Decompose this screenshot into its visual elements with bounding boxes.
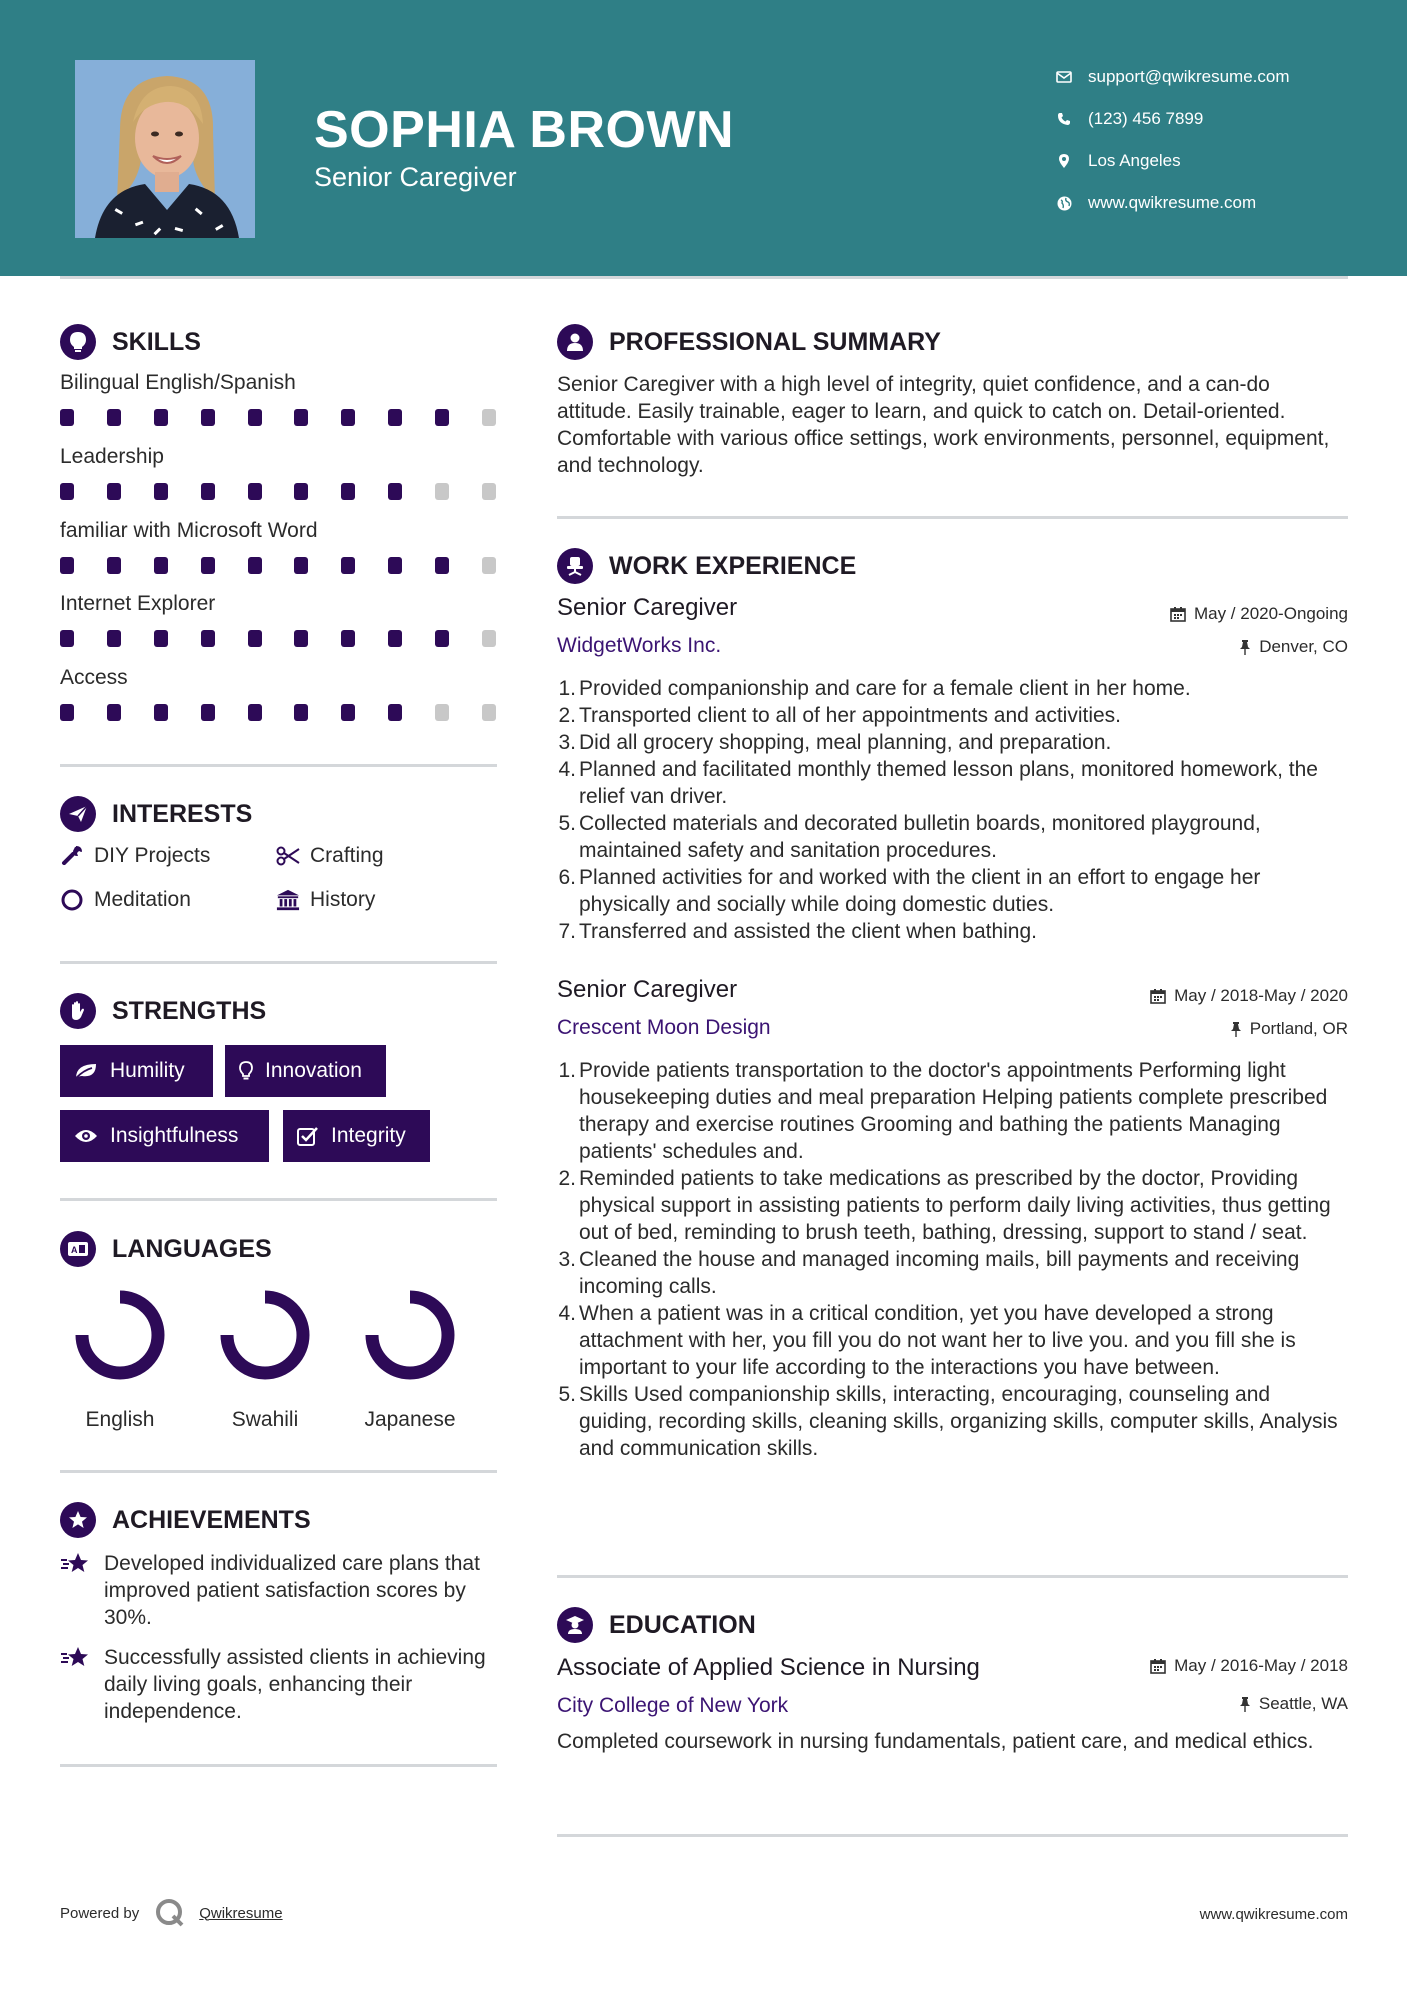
rating-dot-filled xyxy=(388,409,402,426)
rating-dot-filled xyxy=(201,483,215,500)
strength-label: Insightfulness xyxy=(110,1124,239,1147)
candidate-name: SOPHIA BROWN xyxy=(314,101,735,159)
contact-location xyxy=(1050,140,1290,182)
job-bullet xyxy=(557,1246,1347,1300)
achievements-divider xyxy=(60,1764,497,1767)
rating-dot-empty xyxy=(482,483,496,500)
job-bullet xyxy=(557,1300,1347,1381)
bullet-number: 3. xyxy=(558,1248,576,1271)
rating-dot-filled xyxy=(107,557,121,574)
strength-integrity xyxy=(283,1110,430,1162)
interests-heading xyxy=(60,796,252,832)
rating-dot-filled xyxy=(435,557,449,574)
rating-dot-filled xyxy=(341,704,355,721)
language-swahili xyxy=(205,1285,325,1432)
skills-heading xyxy=(60,324,201,360)
skill-rating xyxy=(60,409,496,426)
achievements-title: ACHIEVEMENTS xyxy=(112,1505,311,1534)
rating-dot-filled xyxy=(388,630,402,647)
rating-dot-filled xyxy=(388,557,402,574)
job-date xyxy=(1150,986,1348,1006)
education-heading xyxy=(557,1607,756,1643)
lightbulb-icon xyxy=(239,1061,253,1081)
bullet-number: 1. xyxy=(558,677,576,700)
education-date-text: May / 2016-May / 2018 xyxy=(1174,1656,1348,1675)
eye-icon xyxy=(74,1128,98,1144)
powered-by-text: Powered by xyxy=(60,1904,140,1922)
experience-heading xyxy=(557,548,856,584)
bullet-number: 1. xyxy=(558,1059,576,1082)
bullet-text: Skills Used companionship skills, interacting, encouraging, counseling and guiding, recording skills, cleaning skills, organizing skills, computer skills, Analysis and communication skills. xyxy=(579,1383,1338,1460)
bullet-number: 3. xyxy=(558,731,576,754)
phone-icon xyxy=(1050,112,1078,126)
rating-dot-filled xyxy=(201,557,215,574)
interests-title: INTERESTS xyxy=(112,799,253,828)
footer-powered-by xyxy=(60,1898,283,1928)
strength-label: Innovation xyxy=(265,1059,362,1082)
interest-label: Crafting xyxy=(310,844,384,867)
rating-dot-filled xyxy=(248,557,262,574)
job-date xyxy=(1170,604,1348,624)
job-bullet xyxy=(557,1165,1347,1246)
pin-icon xyxy=(1230,1021,1242,1037)
rating-dot-filled xyxy=(154,557,168,574)
lightbulb-icon xyxy=(60,324,96,360)
rating-dot-empty xyxy=(482,630,496,647)
contact-website[interactable] xyxy=(1050,182,1290,224)
star-icon xyxy=(60,1550,104,1631)
job-role: Senior Caregiver xyxy=(557,594,738,621)
skill-rating xyxy=(60,630,496,647)
rating-dot-filled xyxy=(248,409,262,426)
job-bullet xyxy=(557,729,1347,756)
job-company[interactable]: WidgetWorks Inc. xyxy=(557,634,722,657)
job-bullet xyxy=(557,810,1347,864)
contact-list xyxy=(1050,56,1290,224)
rating-dot-filled xyxy=(201,704,215,721)
skill-rating xyxy=(60,704,496,721)
rating-dot-empty xyxy=(435,704,449,721)
bullet-number: 5. xyxy=(558,812,576,835)
achievement-item xyxy=(60,1644,500,1725)
job-bullet xyxy=(557,864,1347,918)
bullet-text: Collected materials and decorated bulletin boards, monitored playground, maintained safety and sanitation procedures. xyxy=(579,812,1261,862)
strength-innovation xyxy=(225,1045,386,1097)
job-company[interactable]: Crescent Moon Design xyxy=(557,1016,771,1039)
bullet-text: When a patient was in a critical condition, yet you have developed a strong attachment with her, you fill you do not want her to live you. and you fill she is important to your life according to the interactions you have between. xyxy=(579,1302,1296,1379)
job-location-text: Portland, OR xyxy=(1249,1019,1348,1038)
education-title: EDUCATION xyxy=(609,1610,756,1639)
language-label: English xyxy=(85,1408,155,1431)
education-school[interactable]: City College of New York xyxy=(557,1694,789,1717)
qwikresume-logo-icon xyxy=(155,1898,185,1928)
skill-row xyxy=(60,666,500,721)
bullet-text: Cleaned the house and managed incoming mails, bill payments and receiving incoming calls. xyxy=(579,1248,1300,1298)
strength-label: Humility xyxy=(110,1059,185,1082)
interests-divider xyxy=(60,961,497,964)
bullet-text: Reminded patients to take medications as prescribed by the doctor, Providing physical support in assisting patients to perform daily living activities, thus getting out of bed, reminding to brush teeth, bathing, dressing, support to stand / seat. xyxy=(579,1167,1331,1244)
svg-text:A: A xyxy=(71,1245,78,1255)
bank-icon xyxy=(276,888,300,912)
bullet-text: Did all grocery shopping, meal planning, and preparation. xyxy=(579,731,1112,754)
calendar-icon xyxy=(1170,606,1186,622)
header-banner xyxy=(0,0,1407,276)
star-icon xyxy=(60,1644,104,1725)
candidate-title: Senior Caregiver xyxy=(314,162,517,192)
strength-label: Integrity xyxy=(331,1124,406,1147)
job-bullet xyxy=(557,1381,1347,1462)
skill-rating xyxy=(60,557,496,574)
rating-dot-empty xyxy=(482,557,496,574)
education-date xyxy=(1150,1656,1348,1676)
experience-divider xyxy=(557,1575,1348,1578)
rating-dot-filled xyxy=(60,704,74,721)
hand-icon xyxy=(60,993,96,1029)
skill-name: Bilingual English/Spanish xyxy=(60,371,296,394)
pin-icon xyxy=(1239,1696,1251,1712)
rating-dot-filled xyxy=(60,557,74,574)
contact-phone-text: (123) 456 7899 xyxy=(1088,109,1204,128)
skill-name: familiar with Microsoft Word xyxy=(60,519,318,542)
star-badge-icon xyxy=(60,1502,96,1538)
strength-insightfulness xyxy=(60,1110,269,1162)
profile-photo xyxy=(75,60,255,238)
skills-title: SKILLS xyxy=(112,327,201,356)
header-divider xyxy=(60,276,1348,279)
globe-icon xyxy=(1050,196,1078,211)
contact-location-text: Los Angeles xyxy=(1088,151,1181,170)
strengths-divider xyxy=(60,1198,497,1201)
skills-divider xyxy=(60,764,497,767)
rating-dot-filled xyxy=(107,704,121,721)
education-text: Completed coursework in nursing fundamentals, patient care, and medical ethics. xyxy=(557,1730,1314,1753)
bullet-number: 4. xyxy=(558,1302,576,1325)
scissors-icon xyxy=(276,846,300,866)
rating-dot-filled xyxy=(294,409,308,426)
rating-dot-empty xyxy=(435,483,449,500)
rating-dot-filled xyxy=(294,630,308,647)
rating-dot-filled xyxy=(435,630,449,647)
achievement-item xyxy=(60,1550,500,1631)
job-bullet-list xyxy=(557,675,1347,945)
bullet-number: 2. xyxy=(558,1167,576,1190)
language-level-ring xyxy=(215,1285,315,1385)
rating-dot-filled xyxy=(60,483,74,500)
interest-crafting xyxy=(276,844,384,868)
contact-website-text: www.qwikresume.com xyxy=(1088,193,1257,212)
rating-dot-filled xyxy=(248,483,262,500)
education-location-text: Seattle, WA xyxy=(1258,1694,1348,1713)
paper-plane-icon xyxy=(60,796,96,832)
rating-dot-filled xyxy=(294,483,308,500)
strength-humility xyxy=(60,1045,213,1097)
interest-label: DIY Projects xyxy=(94,844,211,867)
calendar-icon xyxy=(1150,988,1166,1004)
rating-dot-filled xyxy=(154,409,168,426)
bullet-text: Transported client to all of her appointments and activities. xyxy=(579,704,1122,727)
rating-dot-filled xyxy=(435,409,449,426)
interest-diy-projects xyxy=(60,844,210,868)
footer-url[interactable]: www.qwikresume.com xyxy=(1199,1906,1348,1923)
job-bullet xyxy=(557,675,1347,702)
job-bullet xyxy=(557,1057,1347,1165)
experience-title: WORK EXPERIENCE xyxy=(609,551,857,580)
summary-divider xyxy=(557,516,1348,519)
language-icon xyxy=(60,1231,96,1267)
strengths-heading xyxy=(60,993,266,1029)
rating-dot-filled xyxy=(341,557,355,574)
bullet-number: 7. xyxy=(558,920,576,943)
skill-name: Internet Explorer xyxy=(60,592,216,615)
leaf-icon xyxy=(74,1062,98,1080)
interest-label: Meditation xyxy=(94,888,191,911)
pin-icon xyxy=(1239,639,1251,655)
job-bullet-list xyxy=(557,1057,1347,1462)
job-bullet xyxy=(557,918,1347,945)
achievement-text: Successfully assisted clients in achieving daily living goals, enhancing their independence. xyxy=(104,1646,486,1723)
strengths-title: STRENGTHS xyxy=(112,996,267,1025)
rating-dot-filled xyxy=(154,630,168,647)
language-level-ring xyxy=(360,1285,460,1385)
summary-heading xyxy=(557,324,941,360)
language-label: Japanese xyxy=(364,1408,456,1431)
bullet-number: 6. xyxy=(558,866,576,889)
languages-divider xyxy=(60,1470,497,1473)
skill-name: Leadership xyxy=(60,445,164,468)
rating-dot-filled xyxy=(341,409,355,426)
rating-dot-filled xyxy=(107,483,121,500)
graduate-icon xyxy=(557,1607,593,1643)
rating-dot-filled xyxy=(60,630,74,647)
language-label: Swahili xyxy=(231,1408,299,1431)
rating-dot-filled xyxy=(107,409,121,426)
education-location xyxy=(1239,1694,1348,1714)
interest-meditation xyxy=(60,888,191,912)
rating-dot-filled xyxy=(388,483,402,500)
bullet-text: Provide patients transportation to the doctor's appointments Performing light housekeeping duties and meal preparation Helping patients complete prescribed therapy and exercise routines Grooming and bathing the patients Managing patients' schedules and. xyxy=(579,1059,1328,1163)
rating-dot-filled xyxy=(201,409,215,426)
skill-name: Access xyxy=(60,666,128,689)
job-bullet xyxy=(557,756,1347,810)
education-divider xyxy=(557,1834,1348,1837)
rating-dot-filled xyxy=(341,630,355,647)
bullet-text: Planned and facilitated monthly themed lesson plans, monitored homework, the relief van driver. xyxy=(579,758,1318,808)
office-chair-icon xyxy=(557,548,593,584)
bullet-text: Provided companionship and care for a female client in her home. xyxy=(579,677,1191,700)
contact-phone[interactable] xyxy=(1050,98,1290,140)
rating-dot-filled xyxy=(341,483,355,500)
brand-link[interactable]: Qwikresume xyxy=(199,1904,283,1922)
bullet-text: Transferred and assisted the client when bathing. xyxy=(579,920,1037,943)
rating-dot-empty xyxy=(482,704,496,721)
language-level-ring xyxy=(70,1285,170,1385)
rating-dot-filled xyxy=(388,704,402,721)
rating-dot-filled xyxy=(201,630,215,647)
contact-email-text: support@qwikresume.com xyxy=(1088,67,1290,86)
location-icon xyxy=(1050,154,1078,168)
skill-row xyxy=(60,371,500,426)
skill-rating xyxy=(60,483,496,500)
bullet-text: Planned activities for and worked with the client in an effort to engage her physically and socially while doing domestic duties. xyxy=(579,866,1261,916)
summary-text: Senior Caregiver with a high level of integrity, quiet confidence, and a can-do attitude. Easily trainable, eager to learn, and quick to catch on. Detail-oriented. Comfortable with various office settings, work environments, personnel, equipment, and technology. xyxy=(557,373,1330,477)
circle-icon xyxy=(60,889,84,911)
user-icon xyxy=(557,324,593,360)
skill-row xyxy=(60,519,500,574)
rating-dot-filled xyxy=(248,630,262,647)
rating-dot-filled xyxy=(248,704,262,721)
languages-title: LANGUAGES xyxy=(112,1234,272,1263)
skill-row xyxy=(60,445,500,500)
job-location-text: Denver, CO xyxy=(1259,637,1348,656)
bullet-number: 4. xyxy=(558,758,576,781)
rating-dot-empty xyxy=(482,409,496,426)
rating-dot-filled xyxy=(107,630,121,647)
envelope-icon xyxy=(1050,71,1078,83)
contact-email[interactable] xyxy=(1050,56,1290,98)
languages-heading xyxy=(60,1231,272,1267)
rating-dot-filled xyxy=(154,704,168,721)
rating-dot-filled xyxy=(294,557,308,574)
bullet-number: 2. xyxy=(558,704,576,727)
rating-dot-filled xyxy=(294,704,308,721)
job-role: Senior Caregiver xyxy=(557,976,738,1003)
interest-label: History xyxy=(310,888,376,911)
job-location xyxy=(1239,637,1348,657)
job-location xyxy=(1230,1019,1348,1039)
achievements-heading xyxy=(60,1502,311,1538)
summary-title: PROFESSIONAL SUMMARY xyxy=(609,327,941,356)
achievement-text: Developed individualized care plans that improved patient satisfaction scores by 30%. xyxy=(104,1552,480,1629)
language-english xyxy=(60,1285,180,1432)
calendar-icon xyxy=(1150,1658,1166,1674)
job-bullet xyxy=(557,702,1347,729)
language-japanese xyxy=(350,1285,470,1432)
skill-row xyxy=(60,592,500,647)
rating-dot-filled xyxy=(60,409,74,426)
rating-dot-filled xyxy=(154,483,168,500)
bullet-number: 5. xyxy=(558,1383,576,1406)
job-date-text: May / 2020-Ongoing xyxy=(1193,604,1348,623)
wrench-icon xyxy=(60,845,84,867)
check-square-icon xyxy=(297,1126,319,1146)
education-degree: Associate of Applied Science in Nursing xyxy=(557,1654,980,1681)
interest-history xyxy=(276,888,375,912)
job-date-text: May / 2018-May / 2020 xyxy=(1174,986,1348,1005)
